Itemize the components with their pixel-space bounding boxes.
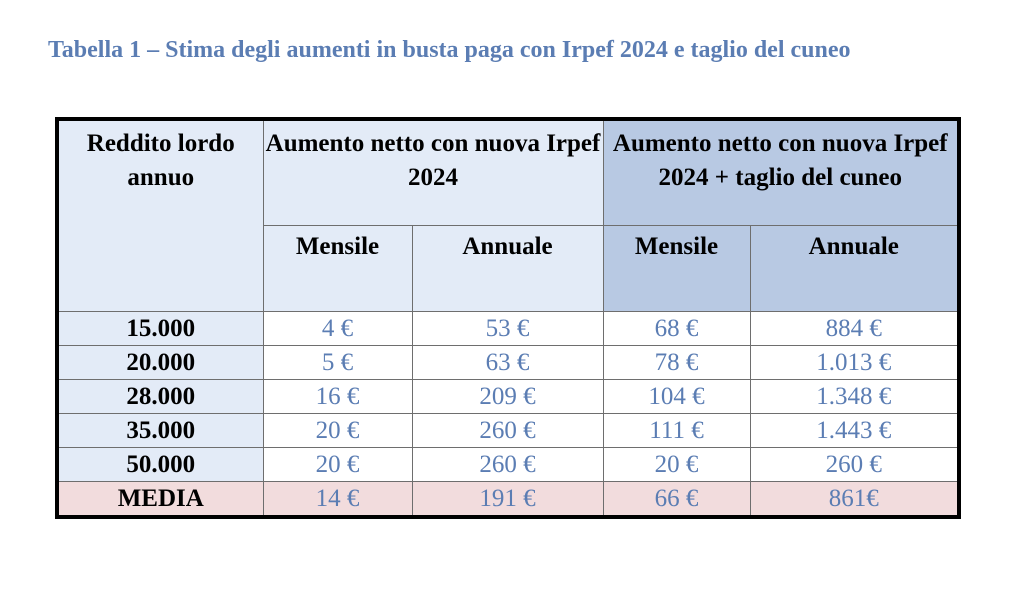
cell-mensile-irpef: 5 € xyxy=(263,345,412,379)
cell-annuale-cuneo: 1.348 € xyxy=(750,379,959,413)
table-row xyxy=(57,379,959,413)
table-row xyxy=(57,413,959,447)
header-reddito: Reddito lordo annuo xyxy=(57,119,263,311)
cell-mensile-irpef: 16 € xyxy=(263,379,412,413)
table-row xyxy=(57,345,959,379)
cell-annuale-cuneo: 884 € xyxy=(750,311,959,345)
cell-mensile-cuneo: 111 € xyxy=(603,413,750,447)
cell-annuale-cuneo: 260 € xyxy=(750,447,959,481)
row-reddito: 35.000 xyxy=(57,413,263,447)
row-reddito: 20.000 xyxy=(57,345,263,379)
row-reddito-media: MEDIA xyxy=(57,481,263,517)
cell-mensile-irpef: 20 € xyxy=(263,413,412,447)
header-annuale-cuneo: Annuale xyxy=(750,225,959,311)
row-reddito: 28.000 xyxy=(57,379,263,413)
header-group-irpef-cuneo: Aumento netto con nuova Irpef 2024 + taglio del cuneo xyxy=(603,119,959,225)
header-annuale-irpef: Annuale xyxy=(412,225,603,311)
cell-annuale-irpef: 260 € xyxy=(412,447,603,481)
cell-annuale-irpef: 63 € xyxy=(412,345,603,379)
row-reddito: 50.000 xyxy=(57,447,263,481)
table-row-media xyxy=(57,481,959,517)
table-row xyxy=(57,311,959,345)
cell-mensile-irpef: 4 € xyxy=(263,311,412,345)
row-reddito: 15.000 xyxy=(57,311,263,345)
cell-mensile-irpef: 20 € xyxy=(263,447,412,481)
cell-mensile-cuneo: 78 € xyxy=(603,345,750,379)
table-title: Tabella 1 – Stima degli aumenti in busta paga con Irpef 2024 e taglio del cuneo xyxy=(48,37,851,63)
cell-mensile-irpef: 14 € xyxy=(263,481,412,517)
cell-annuale-irpef: 260 € xyxy=(412,413,603,447)
header-mensile-irpef: Mensile xyxy=(263,225,412,311)
header-mensile-cuneo: Mensile xyxy=(603,225,750,311)
cell-annuale-irpef: 191 € xyxy=(412,481,603,517)
cell-annuale-cuneo: 1.013 € xyxy=(750,345,959,379)
cell-annuale-cuneo: 861€ xyxy=(750,481,959,517)
cell-annuale-irpef: 53 € xyxy=(412,311,603,345)
cell-annuale-irpef: 209 € xyxy=(412,379,603,413)
data-table xyxy=(55,117,961,519)
cell-annuale-cuneo: 1.443 € xyxy=(750,413,959,447)
cell-mensile-cuneo: 104 € xyxy=(603,379,750,413)
cell-mensile-cuneo: 20 € xyxy=(603,447,750,481)
cell-mensile-cuneo: 66 € xyxy=(603,481,750,517)
table-row xyxy=(57,447,959,481)
header-group-irpef: Aumento netto con nuova Irpef 2024 xyxy=(263,119,603,225)
cell-mensile-cuneo: 68 € xyxy=(603,311,750,345)
